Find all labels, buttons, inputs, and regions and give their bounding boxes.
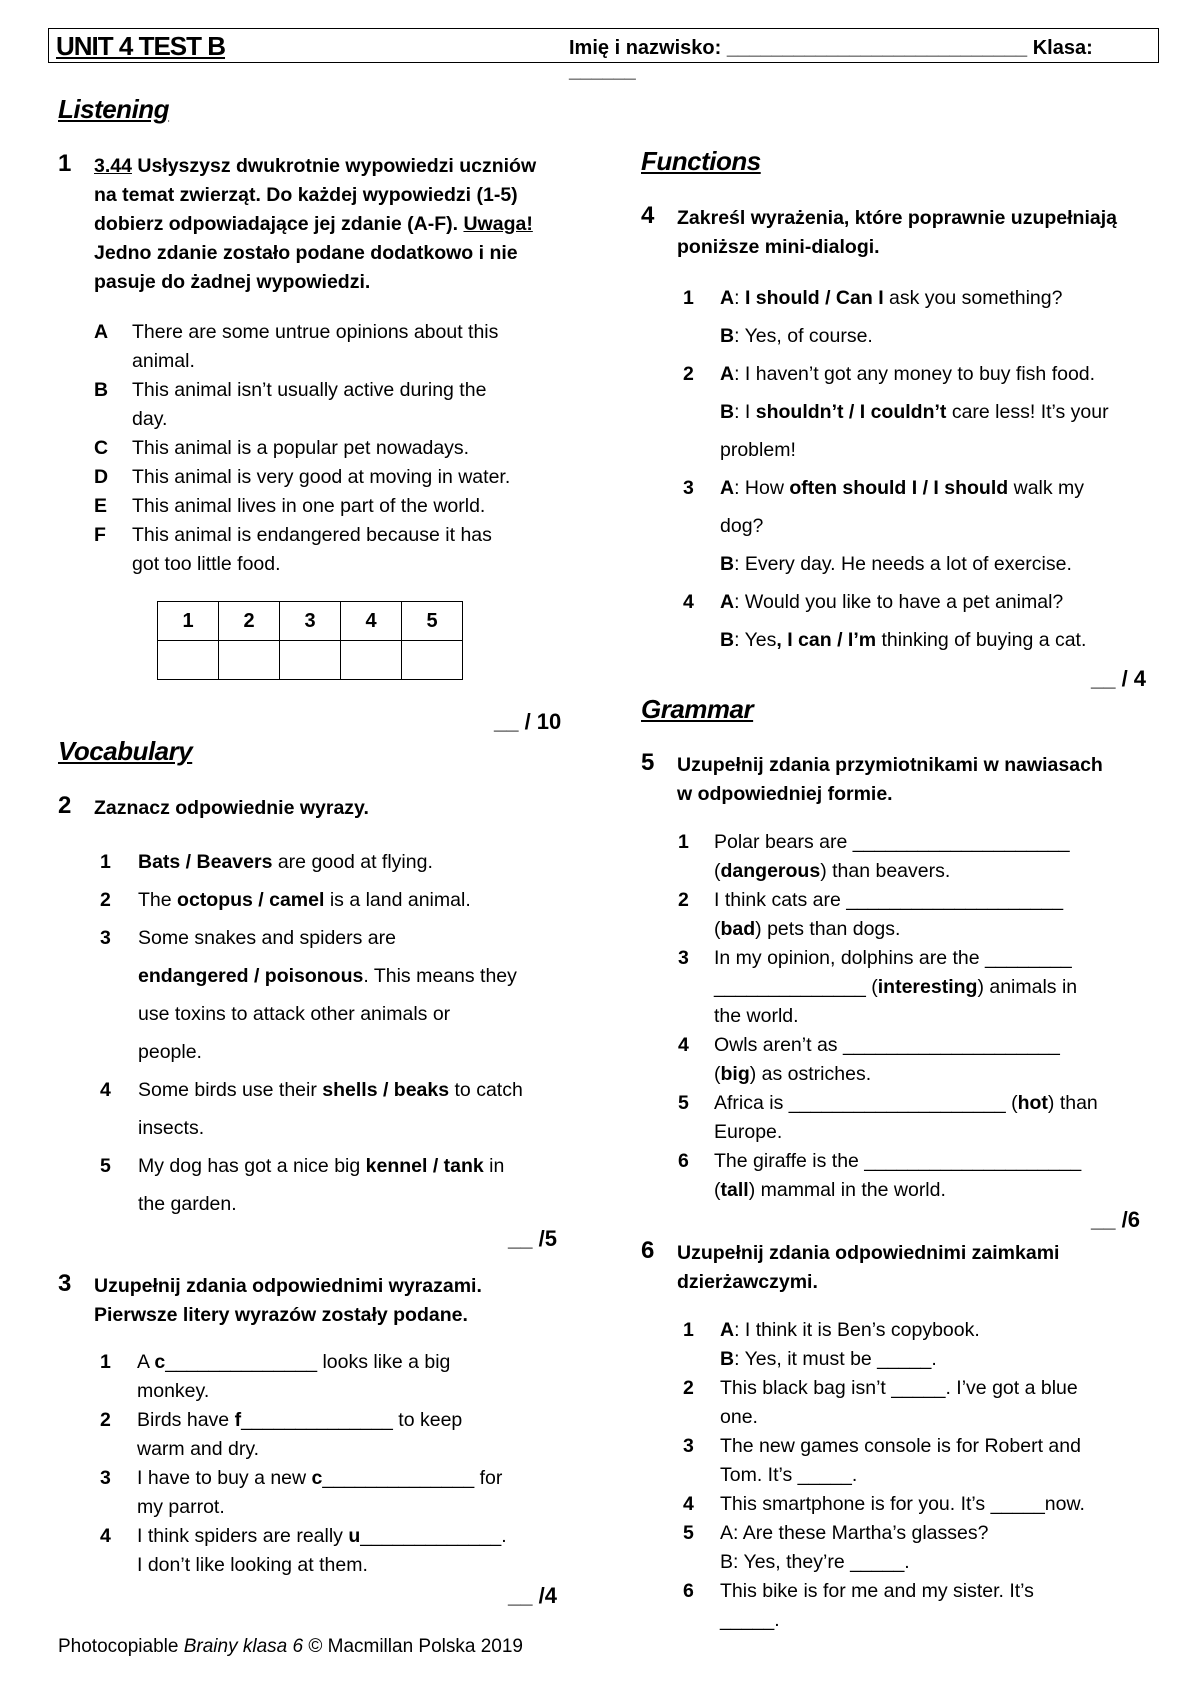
list-item: 5 Africa is ____________________ (hot) than <box>678 1092 1098 1114</box>
list-item: 2 This black bag isn’t _____. I’ve got a blue <box>683 1377 1078 1399</box>
exercise-6-items <box>683 1316 1163 1635</box>
answer-table-header: 2 <box>219 602 280 641</box>
exercise-1-instruction: 3.44 Usłyszysz dwukrotnie wypowiedzi uczniów na temat zwierząt. Do każdej wypowiedzi (1-5) dobierz odpowiadające jej zdanie (A-F). Uwaga! Jedno zdanie zostało podane dodatkowo i nie pasuje do żadnej wypowiedzi. <box>94 155 537 293</box>
answer-table-header: 4 <box>341 602 402 641</box>
listening-heading: Listening <box>58 94 170 124</box>
exercise-2-instruction: Zaznacz odpowiednie wyrazy. <box>94 797 369 819</box>
functions-heading: Functions <box>641 146 761 176</box>
list-item: 2 The octopus / camel is a land animal. <box>100 889 471 911</box>
list-item: B: Yes, I can / I’m thinking of buying a cat. <box>720 629 1087 651</box>
list-item: 2 Birds have f______________ to keep warm and dry. <box>100 1409 463 1460</box>
list-item: problem! <box>720 439 796 461</box>
name-class-line: Imię i nazwisko: ___________________________ Klasa: ______ <box>569 37 1093 82</box>
list-item: 2 I think cats are ____________________ <box>678 889 1064 911</box>
exercise-5-number: 5 <box>641 749 655 776</box>
exercise-3-number: 3 <box>58 1270 72 1297</box>
uwaga-note: Uwaga! <box>463 213 533 235</box>
answer-cell[interactable] <box>219 641 280 680</box>
list-item: (bad) pets than dogs. <box>714 918 901 940</box>
exercise-5-items <box>678 828 1158 1205</box>
exercise-4-instruction: Zakreśl wyrażenia, które poprawnie uzupełniają poniższe mini-dialogi. <box>677 207 1117 258</box>
list-item: _____. <box>720 1609 780 1631</box>
track-number: 3.44 <box>94 155 132 177</box>
grammar-heading: Grammar <box>641 694 754 724</box>
list-item: F This animal is endangered because it has got too little food. <box>94 524 492 575</box>
list-item: 1 A: I think it is Ben’s copybook. <box>683 1319 980 1341</box>
list-item: Tom. It’s _____. <box>720 1464 858 1486</box>
test-title: UNIT 4 TEST B <box>56 31 226 61</box>
list-item: 4 A: Would you like to have a pet animal? <box>683 591 1064 613</box>
list-item: the world. <box>714 1005 799 1027</box>
list-item: B: Yes, it must be _____. <box>720 1348 937 1370</box>
list-item: C This animal is a popular pet nowadays. <box>94 437 470 459</box>
list-item: 3 In my opinion, dolphins are the ________ <box>678 947 1072 969</box>
list-item: B: Yes, they’re _____. <box>720 1551 910 1573</box>
list-item: 3 The new games console is for Robert and <box>683 1435 1081 1457</box>
list-item: E This animal lives in one part of the world. <box>94 495 486 517</box>
list-item: 4 Some birds use their shells / beaks to catch <box>100 1079 523 1101</box>
exercise-6-number: 6 <box>641 1237 655 1264</box>
list-item: use toxins to attack other animals or <box>138 1003 451 1025</box>
answer-table-header: 1 <box>158 602 219 641</box>
list-item: 4 I think spiders are really u_____________. I don’t like looking at them. <box>100 1525 507 1576</box>
exercise-4-number: 4 <box>641 202 655 229</box>
answer-cell[interactable] <box>402 641 463 680</box>
score-listening: __ / 10 <box>494 709 562 734</box>
exercise-1-number: 1 <box>58 150 72 177</box>
list-item: 1 Polar bears are ____________________ <box>678 831 1070 853</box>
list-item: 2 A: I haven’t got any money to buy fish food. <box>683 363 1096 385</box>
exercise-5-instruction: Uzupełnij zdania przymiotnikami w nawiasach w odpowiedniej formie. <box>677 754 1103 805</box>
list-item: the garden. <box>138 1193 237 1215</box>
list-item: 4 Owls aren’t as ____________________ <box>678 1034 1060 1056</box>
list-item: 5 A: Are these Martha’s glasses? <box>683 1522 989 1544</box>
list-item: D This animal is very good at moving in water. <box>94 466 511 488</box>
list-item: (big) as ostriches. <box>714 1063 872 1085</box>
list-item: 6 The giraffe is the ____________________ <box>678 1150 1082 1172</box>
exercise-2-items <box>100 843 580 1223</box>
score-exercise-3: __ /4 <box>508 1583 557 1608</box>
list-item: 3 A: How often should I / I should walk my <box>683 477 1085 499</box>
listening-options <box>94 318 584 579</box>
exercise-2-number: 2 <box>58 792 72 819</box>
list-item: 5 My dog has got a nice big kennel / tank in <box>100 1155 505 1177</box>
exercise-4-dialogues <box>683 279 1163 659</box>
list-item: 3 Some snakes and spiders are <box>100 927 396 949</box>
score-exercise-5: __ /6 <box>1091 1207 1140 1232</box>
list-item: Europe. <box>714 1121 783 1143</box>
list-item: (dangerous) than beavers. <box>714 860 951 882</box>
answer-table-header: 3 <box>280 602 341 641</box>
list-item: 1 Bats / Beavers are good at flying. <box>100 851 433 873</box>
score-functions: __ / 4 <box>1091 666 1147 691</box>
test-header <box>48 28 1159 82</box>
answer-cell[interactable] <box>280 641 341 680</box>
list-item: B This animal isn’t usually active during the day. <box>94 379 487 430</box>
list-item: ______________ (interesting) animals in <box>714 976 1078 998</box>
exercise-6-instruction: Uzupełnij zdania odpowiednimi zaimkami dzierżawczymi. <box>677 1242 1060 1293</box>
answer-cell[interactable] <box>341 641 402 680</box>
list-item: B: Every day. He needs a lot of exercise. <box>720 553 1072 575</box>
list-item: (tall) mammal in the world. <box>714 1179 946 1201</box>
footer-copyright: Photocopiable Brainy klasa 6 © Macmillan Polska 2019 <box>58 1636 523 1657</box>
list-item: insects. <box>138 1117 205 1139</box>
score-exercise-2: __ /5 <box>508 1226 557 1251</box>
exercise-3-instruction: Uzupełnij zdania odpowiednimi wyrazami. Pierwsze litery wyrazów zostały podane. <box>94 1275 482 1326</box>
list-item: 6 This bike is for me and my sister. It’s <box>683 1580 1034 1602</box>
answer-table <box>157 601 463 680</box>
list-item: dog? <box>720 515 764 537</box>
list-item: 1 A c______________ looks like a big monkey. <box>100 1351 451 1402</box>
list-item: B: Yes, of course. <box>720 325 873 347</box>
list-item: one. <box>720 1406 758 1428</box>
list-item: A There are some untrue opinions about this animal. <box>94 321 499 372</box>
list-item: B: I shouldn’t / I couldn’t care less! It’s your <box>720 401 1109 423</box>
answer-cell[interactable] <box>158 641 219 680</box>
list-item: 4 This smartphone is for you. It’s _____now. <box>683 1493 1085 1515</box>
list-item: 1 A: I should / Can I ask you something? <box>683 287 1063 309</box>
list-item: 3 I have to buy a new c______________ for my parrot. <box>100 1467 503 1518</box>
vocabulary-heading: Vocabulary <box>58 736 193 766</box>
answer-table-header: 5 <box>402 602 463 641</box>
list-item: endangered / poisonous. This means they <box>138 965 517 987</box>
list-item: people. <box>138 1041 202 1063</box>
exercise-3-items <box>100 1348 580 1580</box>
